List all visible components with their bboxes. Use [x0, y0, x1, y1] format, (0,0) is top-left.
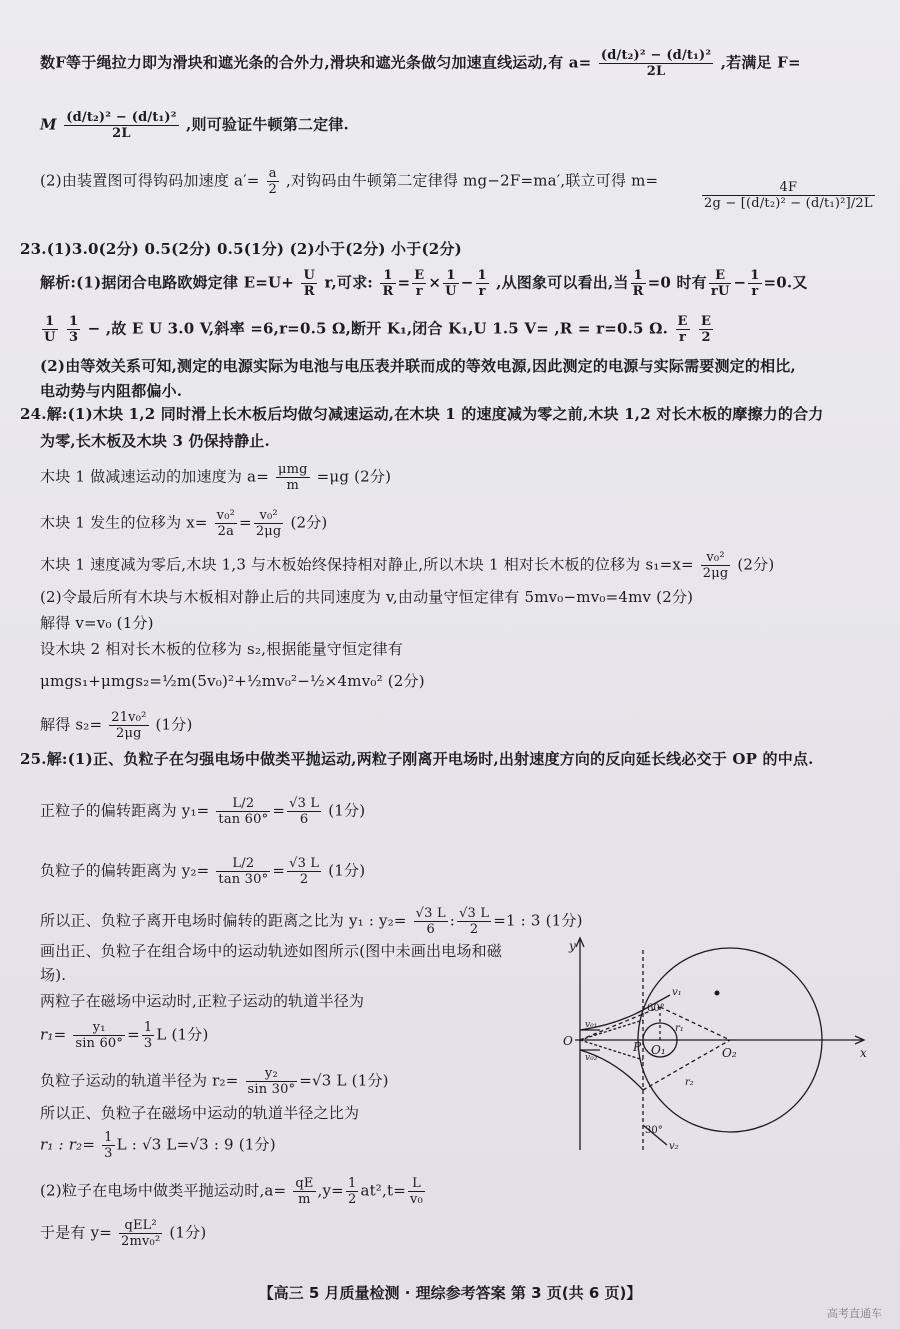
text-seg: (2)粒子在电场中做类平抛运动时,a=: [40, 1181, 287, 1200]
fraction: [142, 1020, 154, 1051]
frac-num: y₁: [73, 1020, 125, 1036]
fraction: [287, 856, 321, 887]
text-seg: L (1分): [156, 1025, 209, 1044]
fraction: [246, 1066, 298, 1097]
text-seg: ×: [428, 273, 442, 292]
frac-den: U: [44, 330, 56, 345]
frac-num: L/2: [216, 796, 270, 812]
frac-num: 1: [750, 268, 760, 283]
frac-num: E: [709, 268, 732, 284]
text-seg: :: [449, 911, 456, 930]
frac-den: m: [286, 478, 300, 493]
text-seg: − ,故 E U 3.0 V,斜率 =6,r=0.5 Ω,断开 K₁,闭合 K₁,U 1.5 V= ,R = r=0.5 Ω.: [87, 319, 669, 338]
frac-num: E: [701, 314, 712, 329]
text-seg: (1分): [328, 801, 366, 820]
frac-den: 2L: [112, 126, 131, 141]
label-y: y: [569, 939, 576, 953]
frac-den: 2μg: [116, 726, 142, 741]
text-seg: ,则可验证牛顿第二定律.: [186, 115, 349, 134]
label-r2: r₂: [685, 1077, 694, 1088]
text-seg: =1 : 3 (1分): [493, 911, 583, 930]
fraction: [408, 1176, 425, 1207]
text-line: 24.解:(1)木块 1,2 同时滑上长木板后均做匀减速运动,在木块 1 的速度减为零之前,木块 1,2 对长木板的摩擦力的合力: [20, 405, 824, 423]
text-seg: =: [272, 861, 286, 880]
frac-den: 2g − [(d/t₂)² − (d/t₁)²]/2L: [704, 196, 873, 211]
frac-num: L: [408, 1176, 425, 1192]
frac-den: 2μg: [702, 566, 729, 581]
frac-num: 1: [42, 314, 58, 330]
text-line: [40, 710, 193, 741]
text-seg: at²,t=: [360, 1181, 406, 1200]
frac-num: 1: [380, 268, 395, 284]
text-seg: ,y=: [317, 1181, 344, 1200]
frac-den: 2μg: [255, 524, 282, 539]
text-seg: =μg (2分): [316, 467, 392, 486]
text-seg: ,对钩码由牛顿第二定律得 mg−2F=ma′,联立可得 m=: [285, 171, 659, 190]
text-seg: 解析:(1)据闭合电路欧姆定律 E=U+: [40, 273, 295, 292]
text-line: [40, 1130, 276, 1161]
text-line: [700, 180, 877, 211]
text-line: 画出正、负粒子在组合场中的运动轨迹如图所示(图中未画出电场和磁: [40, 942, 503, 960]
frac-den: 2: [701, 330, 711, 345]
fraction: [457, 906, 491, 937]
frac-den: 2L: [646, 64, 666, 79]
label-o2: O₂: [722, 1046, 737, 1060]
text-seg: 木块 1 做减速运动的加速度为 a=: [40, 467, 269, 486]
frac-den: 3: [68, 330, 79, 345]
fraction: [287, 796, 321, 827]
label-v01: v₀₁: [585, 1020, 598, 1030]
frac-num: √3 L: [289, 796, 320, 811]
text-line: [40, 1020, 209, 1051]
frac-den: r: [478, 284, 486, 299]
frac-num: 1: [631, 268, 646, 284]
frac-den: sin 30°: [247, 1082, 296, 1097]
text-line: [40, 314, 715, 345]
frac-num: 21v₀²: [111, 710, 147, 725]
frac-num: v₀²: [701, 550, 731, 566]
text-line: 两粒子在磁场中运动时,正粒子运动的轨道半径为: [40, 992, 365, 1010]
text-seg: =: [239, 513, 252, 532]
text-seg: 负粒子运动的轨道半径为 r₂=: [40, 1071, 239, 1090]
page-footer: 【高三 5 月质量检测 · 理综参考答案 第 3 页(共 6 页)】: [258, 1284, 642, 1302]
text-line: [40, 550, 774, 581]
text-line: [40, 166, 658, 197]
frac-den: sin 60°: [75, 1036, 124, 1051]
text-line: (2)令最后所有木块与木板相对静止后的共同速度为 v,由动量守恒定律有 5mv₀−mv₀=4mv (2分): [40, 588, 694, 606]
text-line: 设木块 2 相对长木板的位移为 s₂,根据能量守恒定律有: [40, 640, 403, 658]
fraction: [748, 268, 761, 299]
trajectory-diagram: [555, 935, 875, 1155]
frac-den: r: [679, 330, 687, 345]
label-angle-60: 60°: [647, 1003, 665, 1014]
frac-num: 1: [347, 1176, 357, 1191]
guide-line: [660, 1007, 730, 1040]
text-seg: (1分): [155, 715, 193, 734]
text-line: 为零,长木板及木块 3 仍保持静止.: [40, 432, 270, 450]
text-line: [40, 906, 583, 937]
fraction: [216, 796, 270, 827]
fraction-aprime: [267, 166, 279, 197]
fraction: [42, 314, 58, 345]
text-seg: 所以正、负粒子离开电场时偏转的距离之比为 y₁ : y₂=: [40, 911, 407, 930]
text-seg: =√3 L (1分): [299, 1071, 389, 1090]
frac-num: 1: [477, 268, 487, 283]
label-v02: v₀₂: [585, 1053, 598, 1063]
fraction: [102, 1130, 114, 1161]
fraction: [293, 1176, 315, 1207]
fraction: [380, 268, 395, 299]
text-seg: ,若满足 F=: [720, 53, 801, 72]
frac-den: 6: [426, 922, 435, 937]
text-seg: −: [733, 273, 747, 292]
fraction-m: [702, 180, 875, 211]
frac-den: R: [632, 284, 644, 299]
text-seg: 解得 s₂=: [40, 715, 103, 734]
frac-den: R: [382, 284, 394, 299]
text-seg: r,可求:: [324, 273, 374, 292]
text-line: [40, 462, 391, 493]
text-seg: L : √3 L=√3 : 9 (1分): [116, 1135, 276, 1154]
text-line: [40, 796, 365, 827]
text-seg: 于是有 y=: [40, 1223, 113, 1242]
frac-num: y₂: [246, 1066, 298, 1082]
frac-num: a: [267, 166, 279, 182]
fraction-a: [599, 48, 713, 79]
text-seg: ,从图象可以看出,当: [496, 273, 629, 292]
fraction: [412, 268, 426, 299]
watermark: 高考直通车: [827, 1307, 882, 1320]
frac-den: 3: [143, 1036, 153, 1051]
frac-den: 6: [299, 812, 309, 827]
frac-den: m: [298, 1192, 311, 1207]
fraction: [109, 710, 148, 741]
fraction: [476, 268, 489, 299]
frac-den: r: [751, 284, 759, 299]
text-seg: 正粒子的偏转距离为 y₁=: [40, 801, 210, 820]
text-seg: =0.又: [763, 273, 808, 292]
frac-den: 3: [104, 1146, 113, 1161]
frac-den: 2a: [217, 524, 235, 539]
text-line: 所以正、负粒子在磁场中运动的轨道半径之比为: [40, 1104, 360, 1122]
frac-den: 2mv₀²: [120, 1234, 161, 1249]
frac-num: v₀²: [216, 508, 236, 523]
text-line: 解得 v=v₀ (1分): [40, 614, 154, 632]
text-line: (2)由等效关系可知,测定的电源实际为电池与电压表并联而成的等效电源,因此测定的电源与实际需要测定的相比,: [40, 357, 796, 375]
fraction: [73, 1020, 125, 1051]
text-line: [40, 110, 349, 141]
fraction: [414, 906, 448, 937]
frac-num: 1: [143, 1020, 153, 1035]
text-line: [40, 1176, 427, 1207]
frac-den: tan 60°: [218, 812, 269, 827]
text-line: 场).: [40, 966, 67, 984]
label-v1: v₁: [672, 987, 682, 998]
text-line: 电动势与内阻都偏小.: [40, 382, 183, 400]
frac-den: 2: [347, 1192, 357, 1207]
text-seg: −: [460, 273, 474, 292]
frac-num: U: [303, 268, 316, 283]
fraction: [631, 268, 646, 299]
fraction: [119, 1218, 162, 1249]
text-seg: 木块 1 速度减为零后,木块 1,3 与木板始终保持相对静止,所以木块 1 相对长木板的位移为 s₁=x=: [40, 555, 694, 574]
label-x: x: [860, 1046, 867, 1060]
fraction: [254, 508, 284, 539]
text-seg: 数F等于绳拉力即为滑块和遮光条的合外力,滑块和遮光条做匀加速直线运动,有 a=: [40, 53, 592, 72]
fraction: [676, 314, 690, 345]
text-line: [40, 508, 328, 539]
fraction: [346, 1176, 358, 1207]
frac-num: (d/t₂)² − (d/t₁)²: [66, 110, 177, 125]
fraction: [276, 462, 310, 493]
text-seg: r₁ : r₂=: [40, 1135, 96, 1154]
label-o1: O₁: [651, 1043, 666, 1057]
fraction: [709, 268, 732, 299]
frac-num: 1: [68, 314, 79, 329]
frac-den: tan 30°: [218, 872, 269, 887]
text-seg: (1分): [169, 1223, 207, 1242]
frac-num: L/2: [216, 856, 270, 872]
text-line: 25.解:(1)正、负粒子在匀强电场中做类平抛运动,两粒子刚离开电场时,出射速度方向的反向延长线必交于 OP 的中点.: [20, 750, 814, 768]
fraction: [301, 268, 317, 299]
text-line: [40, 856, 365, 887]
frac-num: μmg: [277, 462, 308, 477]
text-seg: (2)由装置图可得钩码加速度 a′=: [40, 171, 260, 190]
fraction: [67, 314, 80, 345]
fraction: [215, 508, 237, 539]
label-origin: O: [563, 1034, 573, 1048]
text-line: [40, 1218, 206, 1249]
text-seg: r₁=: [40, 1025, 67, 1044]
text-seg: =0 时有: [647, 273, 707, 292]
frac-den: 2: [268, 182, 277, 197]
frac-num: qE: [295, 1176, 314, 1191]
frac-den: v₀: [410, 1192, 423, 1207]
text-seg: (2分): [737, 555, 775, 574]
frac-num: (d/t₂)² − (d/t₁)²: [600, 48, 712, 63]
frac-den: 2: [299, 872, 309, 887]
frac-num: √3 L: [459, 906, 490, 921]
frac-den: r: [415, 284, 423, 299]
frac-den: R: [303, 284, 315, 299]
frac-den: rU: [710, 284, 730, 299]
fraction: [699, 314, 713, 345]
text-seg: 木块 1 发生的位移为 x=: [40, 513, 208, 532]
text-seg: 负粒子的偏转距离为 y₂=: [40, 861, 210, 880]
frac-num: 4F: [702, 180, 875, 196]
text-seg: =: [272, 801, 286, 820]
fraction: [701, 550, 731, 581]
frac-num: E: [677, 314, 688, 329]
fraction: [443, 268, 459, 299]
frac-num: √3 L: [415, 906, 446, 921]
fraction-f: [64, 110, 178, 141]
frac-num: qEL²: [119, 1218, 162, 1234]
text-line: 解析:(1)据闭合电路欧姆定律 E=U+ $\frac{U}{R}$ r,可求: $\frac{1}{R}$ = $\frac{E}{r}$ × $\frac{1}{U}$ − $\frac{1}{r}$ ,从图象可以看出,当 $\frac{1}{R}$ =0 时有 $\frac{E}{rU}$ − $\frac{1}{r}$ =0.又: [40, 268, 808, 299]
q23-answer: 23.(1)3.0(2分) 0.5(2分) 0.5(1分) (2)小于(2分) 小于(2分): [20, 240, 462, 258]
label-r1: r₁: [675, 1023, 684, 1034]
label-angle-30: 30°: [645, 1125, 663, 1136]
text-line: [40, 1066, 389, 1097]
frac-den: 2: [469, 922, 479, 937]
marker-dot: [715, 991, 720, 996]
text-line: [40, 48, 801, 79]
text-seg: (1分): [328, 861, 366, 880]
text-seg: (2分): [290, 513, 328, 532]
fraction: [216, 856, 270, 887]
label-v2: v₂: [669, 1141, 679, 1152]
frac-num: 1: [104, 1130, 113, 1145]
frac-den: U: [445, 284, 457, 299]
frac-num: v₀²: [254, 508, 284, 524]
frac-num: √3 L: [289, 856, 320, 871]
frac-num: 1: [443, 268, 459, 284]
label-p: P: [633, 1040, 642, 1054]
frac-num: E: [414, 268, 425, 283]
text-seg: M: [40, 115, 57, 134]
text-seg: =: [127, 1025, 140, 1044]
text-line: μmgs₁+μmgs₂=½m(5v₀)²+½mv₀²−½×4mv₀² (2分): [40, 672, 425, 690]
